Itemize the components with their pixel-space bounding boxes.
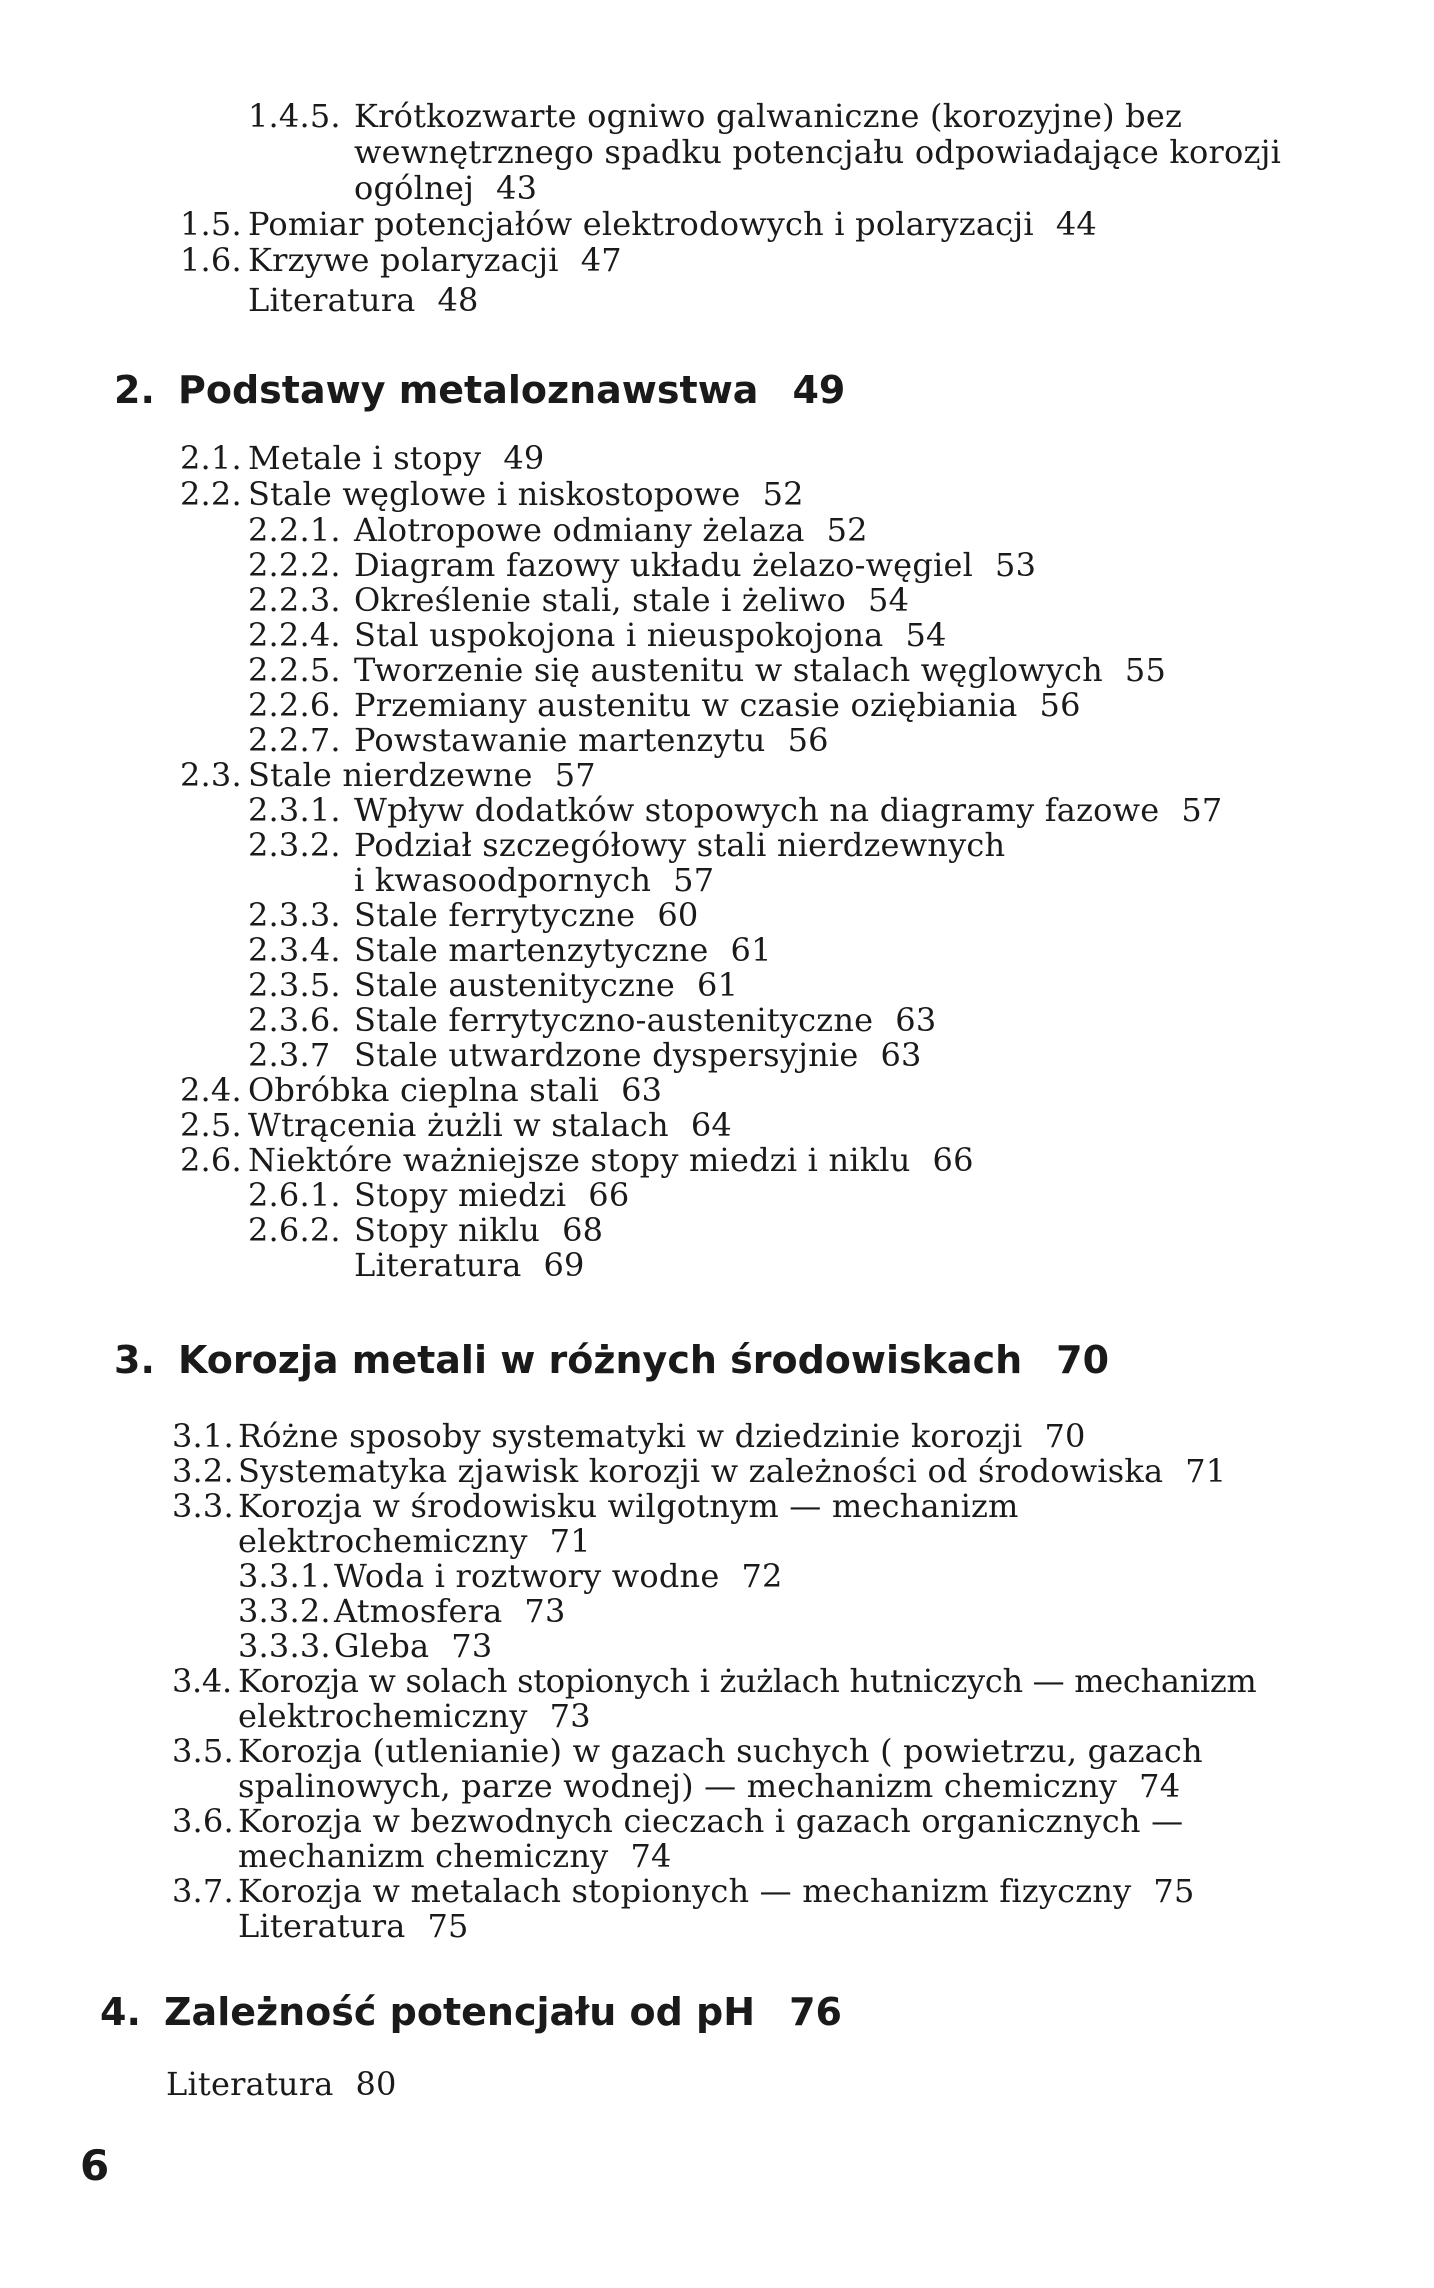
toc-entry-3-1 [172,1418,1086,1454]
toc-text: Stale martenzytyczne [354,931,709,969]
toc-entry-2-3-1 [248,792,1222,828]
toc-number: 2.6. [180,1141,242,1179]
toc-page: 52 [762,475,804,513]
toc-number: 2.2.2. [248,546,341,584]
toc-entry-2-3 [180,757,596,793]
toc-number: 1.4.5. [248,97,341,135]
toc-page: 48 [437,281,479,319]
toc-page: 75 [1153,1872,1195,1910]
toc-text: Stale utwardzone dyspersyjnie [354,1036,859,1074]
toc-page: 54 [868,581,910,619]
toc-page: 68 [562,1211,604,1249]
toc-page: 47 [580,241,622,279]
toc-text: wewnętrznego spadku potencjału odpowiadające korozji [354,133,1282,171]
toc-number: 2.3.4. [248,931,341,969]
toc-literatura-4 [166,2066,397,2102]
toc-page: 52 [826,511,868,549]
toc-text: Stal uspokojona i nieuspokojona [354,616,884,654]
toc-number: 3.5. [172,1732,234,1770]
toc-text: Przemiany austenitu w czasie oziębiania [354,686,1018,724]
toc-text: Podział szczegółowy stali nierdzewnych [354,826,1006,864]
toc-page: 71 [549,1522,591,1560]
toc-text: Korozja w bezwodnych cieczach i gazach organicznych — [238,1802,1184,1840]
toc-entry-2-4 [180,1072,662,1108]
toc-text: Wpływ dodatków stopowych na diagramy fazowe [354,791,1160,829]
toc-entry-2-1 [180,440,544,476]
toc-text: Literatura [248,281,416,319]
toc-entry-2-2-6 [248,687,1081,723]
toc-text: Korozja w środowisku wilgotnym — mechanizm [238,1487,1019,1525]
page-number: 6 [80,2141,110,2190]
toc-entry-2-3-5 [248,967,738,1003]
toc-number: 2.6.1. [248,1176,341,1214]
toc-number: 2.3.5. [248,966,341,1004]
toc-entry-3-4-cont [238,1698,591,1734]
toc-number: 3.7. [172,1872,234,1910]
toc-entry-2-3-7 [248,1037,922,1073]
toc-page: 80 [355,2065,397,2103]
toc-page: 63 [895,1001,937,1039]
toc-entry-2-2-5 [248,652,1166,688]
toc-text: Systematyka zjawisk korozji w zależności od środowiska [238,1452,1164,1490]
toc-text: Atmosfera [334,1592,503,1630]
toc-text: Stale austenityczne [354,966,676,1004]
toc-page: 60 [657,896,699,934]
toc-entry-2-2-7 [248,722,829,758]
toc-page: 49 [503,439,545,477]
toc-entry-3-5 [172,1733,1203,1769]
toc-text: spalinowych, parze wodnej) — mechanizm chemiczny [238,1767,1118,1805]
toc-page: 61 [730,931,772,969]
toc-entry-2-2 [180,476,804,512]
toc-page: 75 [427,1907,469,1945]
toc-text: Powstawanie martenzytu [354,721,766,759]
chapter-title: Zależność potencjału od pH [164,1990,756,2034]
toc-text: Metale i stopy [248,439,482,477]
toc-page: 66 [588,1176,630,1214]
toc-text: Stopy miedzi [354,1176,567,1214]
toc-number: 2.3.2. [248,826,341,864]
toc-text: Woda i roztwory wodne [334,1557,720,1595]
toc-entry-2-6-1 [248,1177,629,1213]
chapter-heading-2 [114,368,845,412]
toc-text: Stopy niklu [354,1211,541,1249]
toc-text: Alotropowe odmiany żelaza [354,511,805,549]
toc-number: 1.5. [180,205,242,243]
toc-entry-3-6-cont [238,1838,672,1874]
toc-number: 3.4. [172,1662,232,1700]
chapter-title: Korozja metali w różnych środowiskach [178,1338,1023,1382]
toc-entry-3-3-1 [238,1558,783,1594]
toc-text: Wtrącenia żużli w stalach [248,1106,669,1144]
toc-page: 43 [496,169,538,207]
toc-page: 55 [1124,651,1167,689]
toc-number: 3.2. [172,1452,234,1490]
toc-page: 57 [673,861,715,899]
toc-entry-2-2-2 [248,547,1036,583]
toc-text: Niektóre ważniejsze stopy miedzi i niklu [248,1141,911,1179]
toc-number: 2.6.2. [248,1211,341,1249]
toc-page: 73 [549,1697,591,1735]
toc-page: 72 [741,1557,783,1595]
toc-number: 2.2.7. [248,721,341,759]
toc-text: Obróbka cieplna stali [248,1071,600,1109]
toc-number: 2.3.1. [248,791,341,829]
toc-entry-3-4 [172,1663,1256,1699]
toc-number: 2.3.7 [248,1036,331,1074]
toc-text: Stale węglowe i niskostopowe [248,475,741,513]
toc-page: 57 [554,756,596,794]
toc-number: 3.3. [172,1487,234,1525]
toc-entry-3-3 [172,1488,1019,1524]
toc-text: Korozja w solach stopionych i żużlach hutniczych — mechanizm [238,1662,1257,1700]
toc-text: Gleba [334,1627,430,1665]
toc-entry-1-5 [180,206,1097,242]
toc-entry-1-4-5-cont1 [354,134,1281,170]
toc-number: 2.2. [180,475,242,513]
toc-page: 73 [451,1627,493,1665]
toc-entry-3-3-cont [238,1523,591,1559]
toc-number: 2.1. [180,439,242,477]
toc-page: 69 [543,1246,585,1284]
toc-text: Korozja (utlenianie) w gazach suchych ( powietrzu, gazach [238,1732,1203,1770]
toc-text: Stale ferrytyczno-austenityczne [354,1001,874,1039]
toc-page: 73 [524,1592,566,1630]
chapter-page: 70 [1056,1338,1110,1382]
toc-text: mechanizm chemiczny [238,1837,609,1875]
toc-page: 53 [995,546,1037,584]
toc-entry-3-2 [172,1453,1226,1489]
toc-text: Literatura [238,1907,406,1945]
toc-entry-1-6 [180,242,622,278]
toc-text: ogólnej [354,169,475,207]
toc-text: Stale nierdzewne [248,756,533,794]
toc-text: i kwasoodpornych [354,861,652,899]
toc-number: 2.3.3. [248,896,341,934]
toc-entry-2-3-2-cont [354,862,714,898]
toc-text: elektrochemiczny [238,1522,528,1560]
toc-number: 3.3.2. [238,1592,331,1630]
toc-entry-2-3-4 [248,932,772,968]
chapter-heading-4 [100,1990,842,2034]
toc-number: 2.2.6. [248,686,341,724]
toc-entry-1-4-5 [248,98,1182,134]
toc-entry-3-3-3 [238,1628,492,1664]
toc-entry-2-3-2 [248,827,1005,863]
toc-entry-2-2-3 [248,582,909,618]
toc-text: Tworzenie się austenitu w stalach węglowych [354,651,1103,689]
toc-number: 2.4. [180,1071,242,1109]
toc-number: 3.3.1. [238,1557,331,1595]
chapter-heading-3 [114,1338,1109,1382]
toc-literatura-2 [354,1247,585,1283]
toc-page: 66 [932,1141,974,1179]
toc-entry-3-6 [172,1803,1183,1839]
toc-text: Stale ferrytyczne [354,896,636,934]
chapter-page: 76 [789,1990,842,2034]
toc-entry-3-5-cont [238,1768,1180,1804]
toc-number: 2.2.1. [248,511,341,549]
toc-entry-3-3-2 [238,1593,566,1629]
toc-number: 2.2.5. [248,651,341,689]
toc-text: Literatura [166,2065,334,2103]
toc-page: 61 [697,966,739,1004]
toc-entry-2-2-4 [248,617,947,653]
toc-page: 74 [630,1837,672,1875]
toc-entry-2-5 [180,1107,732,1143]
toc-number: 2.5. [180,1106,242,1144]
chapter-title: Podstawy metaloznawstwa [178,368,759,412]
toc-page: 57 [1181,791,1223,829]
toc-page: 63 [621,1071,663,1109]
toc-page: 64 [690,1106,732,1144]
toc-page: 71 [1185,1452,1227,1490]
toc-entry-1-4-5-cont2 [354,170,537,206]
toc-number: 2.3. [180,756,242,794]
toc-text: Określenie stali, stale i żeliwo [354,581,847,619]
toc-entry-2-3-3 [248,897,698,933]
toc-entry-3-7 [172,1873,1195,1909]
toc-entry-2-6-2 [248,1212,603,1248]
toc-page: 70 [1044,1417,1086,1455]
toc-text: elektrochemiczny [238,1697,528,1735]
toc-entry-2-2-1 [248,512,868,548]
toc-text: Literatura [354,1246,522,1284]
toc-number: 1.6. [180,241,242,279]
toc-number: 2.2.4. [248,616,341,654]
toc-page: 74 [1139,1767,1181,1805]
toc-text: Korozja w metalach stopionych — mechanizm fizyczny [238,1872,1132,1910]
toc-number: 2.2.3. [248,581,341,619]
toc-page: 63 [880,1036,922,1074]
toc-text: Diagram fazowy układu żelazo-węgiel [354,546,974,584]
toc-literatura-1 [248,282,479,318]
toc-text: Krzywe polaryzacji [248,241,559,279]
chapter-number: 4. [100,1990,141,2034]
toc-text: Pomiar potencjałów elektrodowych i polaryzacji [248,205,1034,243]
toc-literatura-3 [238,1908,469,1944]
toc-number: 3.3.3. [238,1627,331,1665]
toc-entry-2-6 [180,1142,974,1178]
chapter-number: 3. [114,1338,155,1382]
toc-number: 3.1. [172,1417,234,1455]
toc-text: Krótkozwarte ogniwo galwaniczne (korozyjne) bez [354,97,1183,135]
toc-page: 44 [1055,205,1097,243]
toc-page: 56 [1039,686,1081,724]
toc-number: 3.6. [172,1802,234,1840]
toc-entry-2-3-6 [248,1002,936,1038]
toc-number: 2.3.6. [248,1001,341,1039]
toc-text: Różne sposoby systematyki w dziedzinie korozji [238,1417,1023,1455]
chapter-number: 2. [114,368,155,412]
toc-page: 54 [905,616,947,654]
chapter-page: 49 [792,368,846,412]
toc-page: 56 [787,721,829,759]
